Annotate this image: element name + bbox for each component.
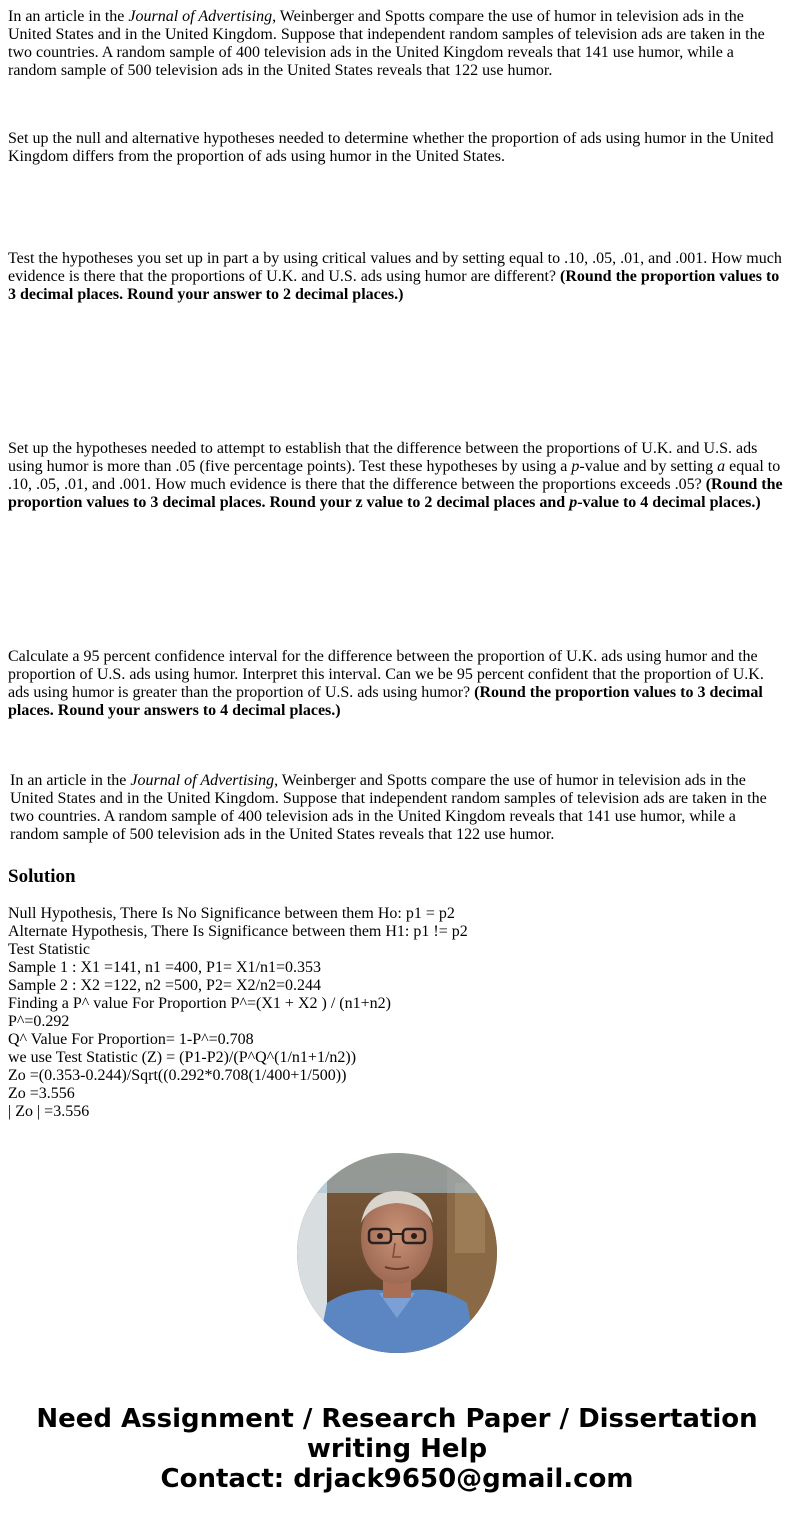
- part-c-instruction-p: p: [569, 494, 578, 511]
- solution-heading: Solution: [8, 866, 76, 887]
- part-c-text-3: equal to .10, .05, .01, and .001. How much evidence is there that the difference between the proportions exceeds .05?: [8, 458, 781, 493]
- part-c-instruction-2: -value to 4 decimal places.): [577, 494, 761, 511]
- footer-banner: [0, 1404, 794, 1494]
- solution-line: Null Hypothesis, There Is No Significance between them Ho: p1 = p2: [8, 905, 455, 922]
- repeat-journal-title: Journal of Advertising: [130, 772, 275, 789]
- question-part-d: [8, 648, 786, 720]
- part-c-text-2: -value and by setting: [579, 458, 718, 475]
- intro-prefix: In an article in the: [8, 8, 129, 25]
- solution-line: Finding a P^ value For Proportion P^=(X1 + X2 ) / (n1+n2): [8, 995, 391, 1012]
- solution-line: Zo =3.556: [8, 1085, 75, 1102]
- solution-line: Zo =(0.353-0.244)/Sqrt((0.292*0.708(1/400+1/500)): [8, 1067, 347, 1084]
- intro-suffix: , Weinberger and Spotts compare the use of humor in television ads in the United States and in the United Kingdom. Suppose that independent random samples of television ads are taken in the two countries. A random sample of 400 television ads in the United Kingdom reveals that 141 use humor, while a random sample of 500 television ads in the United States reveals that 122 use humor.: [8, 8, 765, 79]
- solution-line: Sample 1 : X1 =141, n1 =400, P1= X1/n1=0.353: [8, 959, 321, 976]
- solution-line: | Zo | =3.556: [8, 1103, 90, 1120]
- part-b-text: Test the hypotheses you set up in part a by using critical values and by setting equal to .10, .05, .01, and .001. How much evidence is there that the proportions of U.K. and U.S. ads using humor are different?: [8, 250, 782, 285]
- part-c-p-italic: p: [571, 458, 580, 475]
- footer-line-1: Need Assignment / Research Paper / Dissertation: [36, 1404, 758, 1434]
- footer-contact: Contact: drjack9650@gmail.com: [160, 1464, 634, 1494]
- question-part-c: [8, 440, 786, 512]
- solution-line: Q^ Value For Proportion= 1-P^=0.708: [8, 1031, 254, 1048]
- question-part-b: [8, 250, 786, 304]
- solution-line: Sample 2 : X2 =122, n2 =500, P2= X2/n2=0.244: [8, 977, 321, 994]
- part-c-text-1: Set up the hypotheses needed to attempt to establish that the difference between the proportions of U.K. and U.S. ads using humor is more than .05 (five percentage points). Test these hypotheses by using a: [8, 440, 758, 475]
- author-photo: [297, 1153, 497, 1353]
- solution-body: [8, 905, 786, 1121]
- part-d-text: Calculate a 95 percent confidence interval for the difference between the proportion of U.K. ads using humor and the proportion of U.S. ads using humor. Interpret this interval. Can we be 95 percent confident that the proportion of U.K. ads using humor is greater than the proportion of U.S. ads using humor?: [8, 648, 764, 701]
- footer-line-2: writing Help: [306, 1434, 488, 1464]
- question-part-a: Set up the null and alternative hypotheses needed to determine whether the proportion of ads using humor in the United Kingdom differs from the proportion of ads using humor in the United States.: [8, 130, 774, 165]
- part-d-instruction: (Round the proportion values to 3 decimal places. Round your answers to 4 decimal places.): [8, 684, 763, 719]
- question-intro: [8, 8, 786, 80]
- solution-line: P^=0.292: [8, 1013, 70, 1030]
- solution-line: Test Statistic: [8, 941, 90, 958]
- journal-title: Journal of Advertising: [128, 8, 273, 25]
- repeat-intro-suffix: , Weinberger and Spotts compare the use of humor in television ads in the United States and in the United Kingdom. Suppose that independent random samples of television ads are taken in the two countries. A random sample of 400 television ads in the United Kingdom reveals that 141 use humor, while a random sample of 500 television ads in the United States reveals that 122 use humor.: [10, 772, 767, 843]
- solution-line: we use Test Statistic (Z) = (P1-P2)/(P^Q^(1/n1+1/n2)): [8, 1049, 357, 1066]
- part-c-instruction-1: (Round the proportion values to 3 decimal places. Round your z value to 2 decimal places and: [8, 476, 783, 511]
- part-c-alpha-italic: a: [717, 458, 726, 475]
- repeated-intro: [10, 772, 784, 844]
- part-b-instruction: (Round the proportion values to 3 decimal places. Round your answer to 2 decimal places.): [8, 268, 780, 303]
- repeat-intro-prefix: In an article in the: [10, 772, 131, 789]
- solution-line: Alternate Hypothesis, There Is Significance between them H1: p1 != p2: [8, 923, 468, 940]
